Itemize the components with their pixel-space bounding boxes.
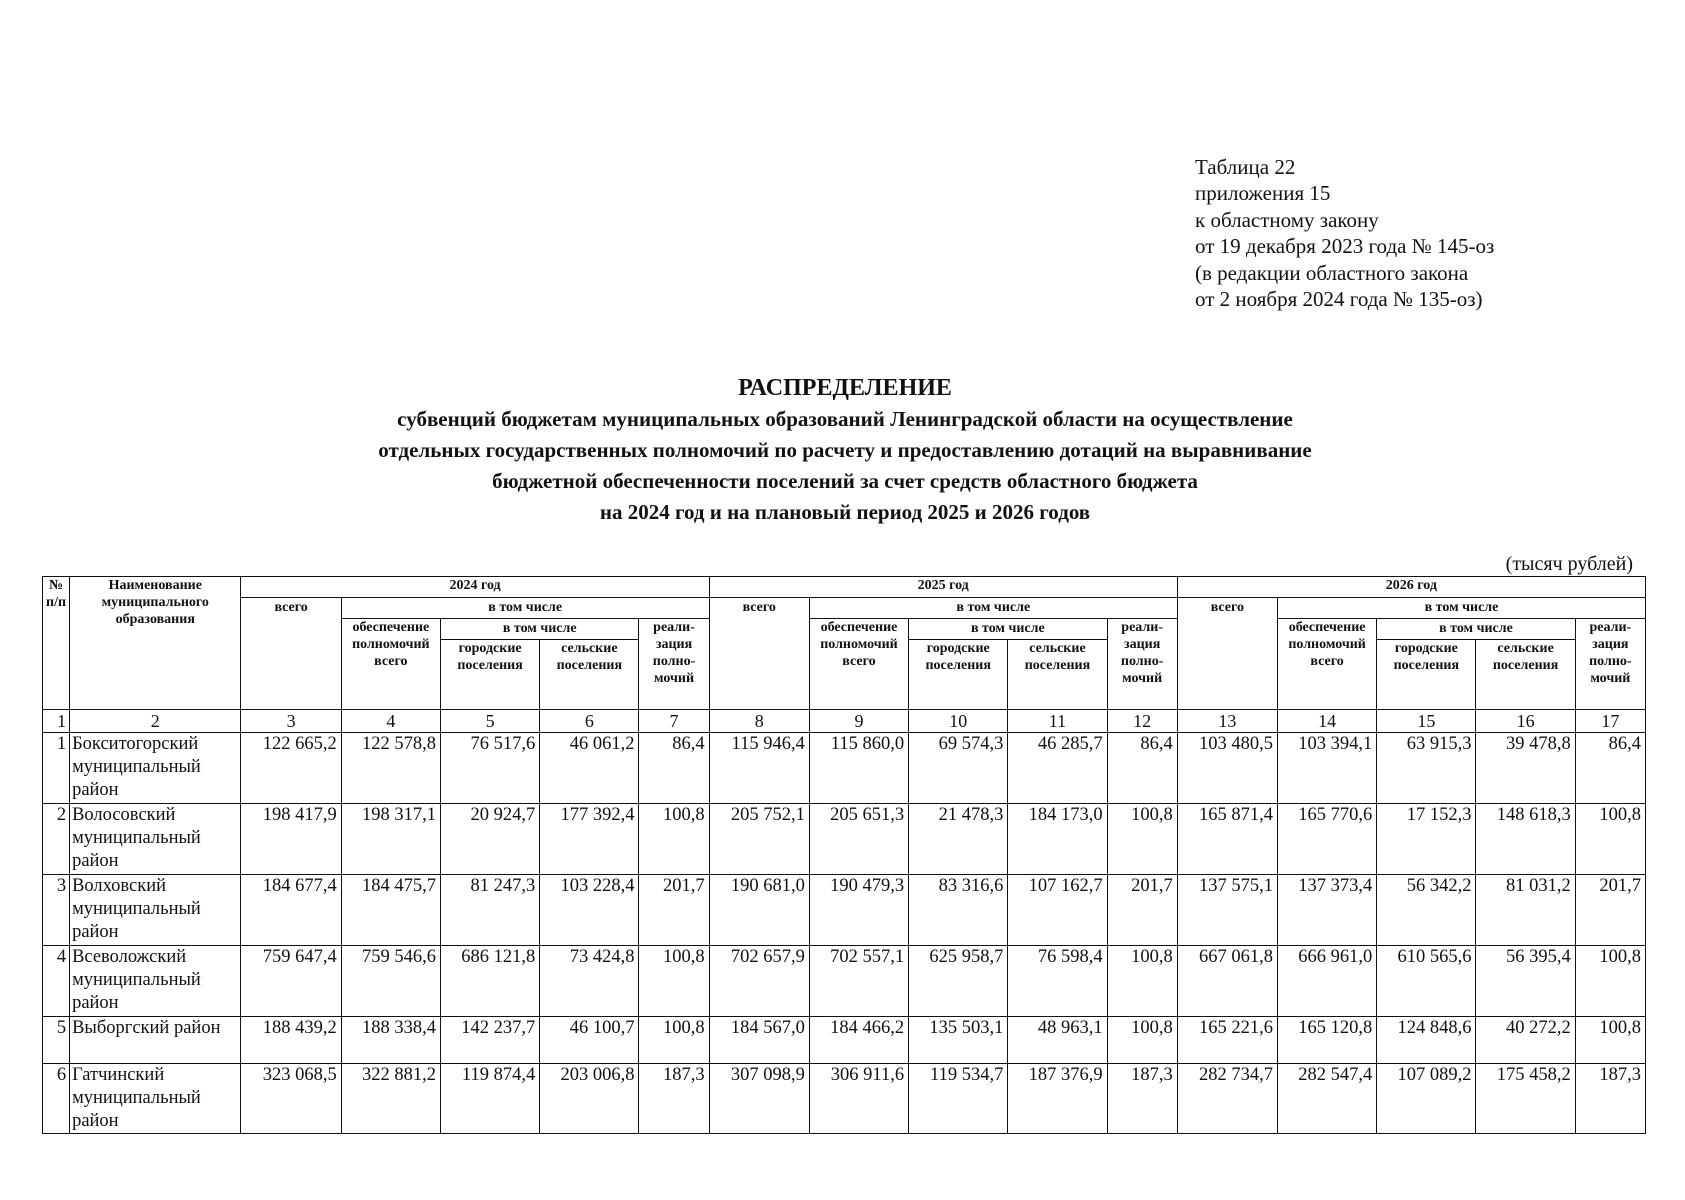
municipality-name: Выборгский район bbox=[70, 1017, 241, 1064]
title-line: бюджетной обеспеченности поселений за счет средств областного бюджета bbox=[492, 469, 1198, 493]
column-number: 10 bbox=[909, 710, 1008, 733]
value-cell: 142 237,7 bbox=[440, 1017, 539, 1064]
title-main: РАСПРЕДЕЛЕНИЕ bbox=[738, 375, 952, 401]
value-cell: 610 565,6 bbox=[1377, 946, 1476, 1017]
value-cell: 686 121,8 bbox=[440, 946, 539, 1017]
header-rural: сельские поселения bbox=[540, 640, 639, 710]
value-cell: 76 517,6 bbox=[440, 733, 539, 804]
row-number: 5 bbox=[43, 1017, 70, 1064]
value-cell: 20 924,7 bbox=[440, 804, 539, 875]
value-cell: 83 316,6 bbox=[909, 875, 1008, 946]
value-cell: 184 677,4 bbox=[241, 875, 341, 946]
header-including-inner: в том числе bbox=[909, 619, 1107, 640]
header-implementation: реали- зация полно- мочий bbox=[1107, 619, 1177, 710]
document-title bbox=[0, 372, 1685, 528]
column-number: 17 bbox=[1575, 710, 1645, 733]
header-name: Наименование муниципального образования bbox=[70, 577, 241, 710]
table-row bbox=[43, 1017, 1646, 1064]
reference-line: Таблица 22 bbox=[1195, 155, 1296, 179]
value-cell: 122 665,2 bbox=[241, 733, 341, 804]
column-number: 9 bbox=[809, 710, 908, 733]
header-total: всего bbox=[709, 598, 809, 710]
value-cell: 187,3 bbox=[639, 1064, 709, 1134]
value-cell: 100,8 bbox=[1575, 946, 1645, 1017]
header-including: в том числе bbox=[1277, 598, 1645, 619]
value-cell: 73 424,8 bbox=[540, 946, 639, 1017]
value-cell: 81 247,3 bbox=[440, 875, 539, 946]
column-number: 7 bbox=[639, 710, 709, 733]
table-row bbox=[43, 1064, 1646, 1134]
value-cell: 86,4 bbox=[1107, 733, 1177, 804]
column-number: 2 bbox=[70, 710, 241, 733]
header-year-2024: 2024 год bbox=[241, 577, 709, 598]
value-cell: 205 752,1 bbox=[709, 804, 809, 875]
header-total: всего bbox=[1177, 598, 1277, 710]
table-row bbox=[43, 946, 1646, 1017]
header-year-2025: 2025 год bbox=[709, 577, 1177, 598]
value-cell: 198 317,1 bbox=[341, 804, 440, 875]
column-number: 6 bbox=[540, 710, 639, 733]
header-provision: обеспечение полномочий всего bbox=[809, 619, 908, 710]
municipality-name: Всеволожский муниципальный район bbox=[70, 946, 241, 1017]
distribution-table bbox=[42, 576, 1646, 1134]
value-cell: 323 068,5 bbox=[241, 1064, 341, 1134]
value-cell: 201,7 bbox=[1107, 875, 1177, 946]
column-number: 8 bbox=[709, 710, 809, 733]
reference-line: приложения 15 bbox=[1195, 181, 1331, 206]
header-implementation: реали- зация полно- мочий bbox=[1575, 619, 1645, 710]
header-including-inner: в том числе bbox=[1377, 619, 1575, 640]
value-cell: 184 475,7 bbox=[341, 875, 440, 946]
value-cell: 76 598,4 bbox=[1008, 946, 1107, 1017]
value-cell: 48 963,1 bbox=[1008, 1017, 1107, 1064]
value-cell: 165 770,6 bbox=[1277, 804, 1376, 875]
table-row bbox=[43, 733, 1646, 804]
value-cell: 86,4 bbox=[1575, 733, 1645, 804]
value-cell: 69 574,3 bbox=[909, 733, 1008, 804]
reference-line: к областному закону bbox=[1195, 207, 1379, 232]
municipality-name: Волховский муниципальный район bbox=[70, 875, 241, 946]
municipality-name: Гатчинский муниципальный район bbox=[70, 1064, 241, 1134]
value-cell: 188 338,4 bbox=[341, 1017, 440, 1064]
header-implementation: реали- зация полно- мочий bbox=[639, 619, 709, 710]
value-cell: 322 881,2 bbox=[341, 1064, 440, 1134]
header-urban: городские поселения bbox=[1377, 640, 1476, 710]
value-cell: 39 478,8 bbox=[1476, 733, 1575, 804]
value-cell: 115 860,0 bbox=[809, 733, 908, 804]
value-cell: 137 575,1 bbox=[1177, 875, 1277, 946]
value-cell: 119 874,4 bbox=[440, 1064, 539, 1134]
header-no: № п/п bbox=[43, 577, 70, 710]
value-cell: 667 061,8 bbox=[1177, 946, 1277, 1017]
title-line: на 2024 год и на плановый период 2025 и 2026 годов bbox=[599, 500, 1091, 524]
reference-line: (в редакции областного закона bbox=[1195, 260, 1469, 285]
value-cell: 188 439,2 bbox=[241, 1017, 341, 1064]
column-number: 12 bbox=[1107, 710, 1177, 733]
row-number: 1 bbox=[43, 733, 70, 804]
value-cell: 115 946,4 bbox=[709, 733, 809, 804]
value-cell: 187 376,9 bbox=[1008, 1064, 1107, 1134]
value-cell: 46 061,2 bbox=[540, 733, 639, 804]
column-number: 3 bbox=[241, 710, 341, 733]
value-cell: 124 848,6 bbox=[1377, 1017, 1476, 1064]
reference-line: от 19 декабря 2023 года № 145-оз bbox=[1195, 234, 1495, 259]
table-row bbox=[43, 804, 1646, 875]
municipality-name: Бокситогорский муниципальный район bbox=[70, 733, 241, 804]
row-number: 2 bbox=[43, 804, 70, 875]
column-number: 16 bbox=[1476, 710, 1575, 733]
municipality-name: Волосовский муниципальный район bbox=[70, 804, 241, 875]
value-cell: 107 089,2 bbox=[1377, 1064, 1476, 1134]
value-cell: 107 162,7 bbox=[1008, 875, 1107, 946]
value-cell: 63 915,3 bbox=[1377, 733, 1476, 804]
value-cell: 205 651,3 bbox=[809, 804, 908, 875]
value-cell: 702 657,9 bbox=[709, 946, 809, 1017]
value-cell: 103 480,5 bbox=[1177, 733, 1277, 804]
value-cell: 81 031,2 bbox=[1476, 875, 1575, 946]
value-cell: 759 546,6 bbox=[341, 946, 440, 1017]
column-number: 14 bbox=[1277, 710, 1376, 733]
header-rural: сельские поселения bbox=[1008, 640, 1107, 710]
header-year-2026: 2026 год bbox=[1177, 577, 1645, 598]
value-cell: 184 173,0 bbox=[1008, 804, 1107, 875]
value-cell: 148 618,3 bbox=[1476, 804, 1575, 875]
value-cell: 177 392,4 bbox=[540, 804, 639, 875]
header-rural: сельские поселения bbox=[1476, 640, 1575, 710]
value-cell: 100,8 bbox=[1575, 804, 1645, 875]
row-number: 3 bbox=[43, 875, 70, 946]
column-number: 11 bbox=[1008, 710, 1107, 733]
value-cell: 175 458,2 bbox=[1476, 1064, 1575, 1134]
header-urban: городские поселения bbox=[909, 640, 1008, 710]
value-cell: 56 342,2 bbox=[1377, 875, 1476, 946]
value-cell: 103 394,1 bbox=[1277, 733, 1376, 804]
value-cell: 100,8 bbox=[639, 804, 709, 875]
value-cell: 100,8 bbox=[1107, 946, 1177, 1017]
value-cell: 201,7 bbox=[639, 875, 709, 946]
column-number: 4 bbox=[341, 710, 440, 733]
value-cell: 86,4 bbox=[639, 733, 709, 804]
reference-line: от 2 ноября 2024 года № 135-оз) bbox=[1195, 287, 1483, 312]
value-cell: 21 478,3 bbox=[909, 804, 1008, 875]
value-cell: 190 479,3 bbox=[809, 875, 908, 946]
header-including-inner: в том числе bbox=[440, 619, 638, 640]
value-cell: 187,3 bbox=[1107, 1064, 1177, 1134]
value-cell: 100,8 bbox=[639, 1017, 709, 1064]
value-cell: 165 221,6 bbox=[1177, 1017, 1277, 1064]
value-cell: 203 006,8 bbox=[540, 1064, 639, 1134]
value-cell: 184 567,0 bbox=[709, 1017, 809, 1064]
value-cell: 759 647,4 bbox=[241, 946, 341, 1017]
value-cell: 282 734,7 bbox=[1177, 1064, 1277, 1134]
value-cell: 198 417,9 bbox=[241, 804, 341, 875]
column-number: 5 bbox=[440, 710, 539, 733]
value-cell: 666 961,0 bbox=[1277, 946, 1376, 1017]
value-cell: 307 098,9 bbox=[709, 1064, 809, 1134]
value-cell: 100,8 bbox=[1107, 1017, 1177, 1064]
value-cell: 46 285,7 bbox=[1008, 733, 1107, 804]
value-cell: 122 578,8 bbox=[341, 733, 440, 804]
row-number: 4 bbox=[43, 946, 70, 1017]
value-cell: 100,8 bbox=[1107, 804, 1177, 875]
value-cell: 17 152,3 bbox=[1377, 804, 1476, 875]
value-cell: 100,8 bbox=[1575, 1017, 1645, 1064]
value-cell: 165 120,8 bbox=[1277, 1017, 1376, 1064]
value-cell: 119 534,7 bbox=[909, 1064, 1008, 1134]
value-cell: 135 503,1 bbox=[909, 1017, 1008, 1064]
value-cell: 702 557,1 bbox=[809, 946, 908, 1017]
title-line: отдельных государственных полномочий по расчету и предоставлению дотаций на выравнивание bbox=[378, 438, 1312, 462]
value-cell: 282 547,4 bbox=[1277, 1064, 1376, 1134]
value-cell: 306 911,6 bbox=[809, 1064, 908, 1134]
value-cell: 190 681,0 bbox=[709, 875, 809, 946]
title-line: субвенций бюджетам муниципальных образований Ленинградской области на осуществление bbox=[397, 407, 1293, 431]
value-cell: 100,8 bbox=[639, 946, 709, 1017]
value-cell: 40 272,2 bbox=[1476, 1017, 1575, 1064]
reference-block bbox=[1195, 154, 1494, 312]
header-including: в том числе bbox=[809, 598, 1177, 619]
header-provision: обеспечение полномочий всего bbox=[341, 619, 440, 710]
value-cell: 625 958,7 bbox=[909, 946, 1008, 1017]
value-cell: 165 871,4 bbox=[1177, 804, 1277, 875]
header-total: всего bbox=[241, 598, 341, 710]
column-numbers-row bbox=[43, 710, 1646, 733]
units-label: (тысяч рублей) bbox=[1505, 553, 1633, 575]
column-number: 1 bbox=[43, 710, 70, 733]
value-cell: 187,3 bbox=[1575, 1064, 1645, 1134]
value-cell: 46 100,7 bbox=[540, 1017, 639, 1064]
value-cell: 137 373,4 bbox=[1277, 875, 1376, 946]
column-number: 15 bbox=[1377, 710, 1476, 733]
row-number: 6 bbox=[43, 1064, 70, 1134]
value-cell: 184 466,2 bbox=[809, 1017, 908, 1064]
header-including: в том числе bbox=[341, 598, 709, 619]
table-row bbox=[43, 875, 1646, 946]
header-urban: городские поселения bbox=[440, 640, 539, 710]
value-cell: 201,7 bbox=[1575, 875, 1645, 946]
value-cell: 103 228,4 bbox=[540, 875, 639, 946]
column-number: 13 bbox=[1177, 710, 1277, 733]
value-cell: 56 395,4 bbox=[1476, 946, 1575, 1017]
header-provision: обеспечение полномочий всего bbox=[1277, 619, 1376, 710]
